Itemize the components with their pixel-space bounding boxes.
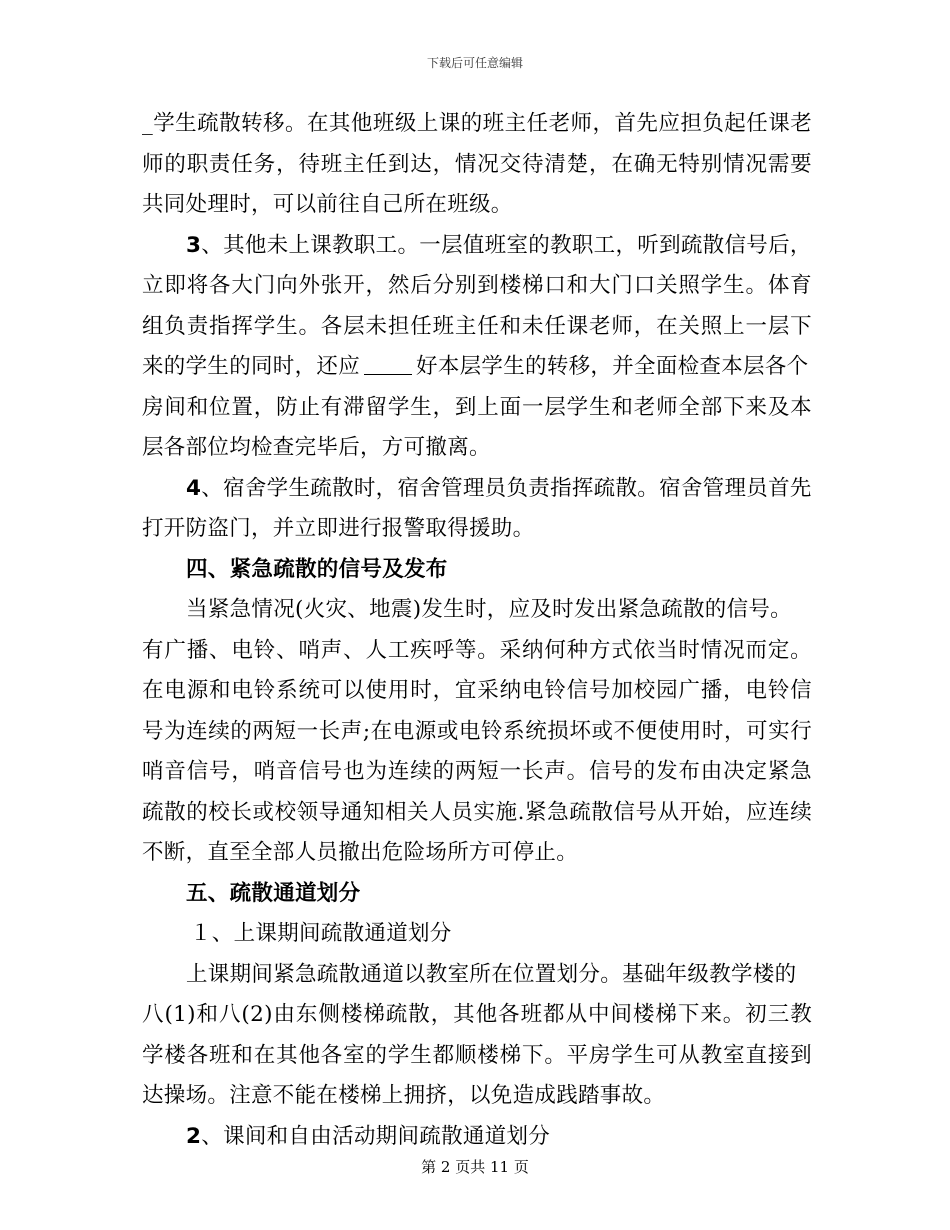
paragraph-line: 疏散的校长或校领导通知相关人员实施.紧急疏散信号从开始，应连续 — [142, 799, 812, 825]
paragraph-line: 有广播、电铃、哨声、人工疾呼等。采纳何种方式依当时情况而定。 — [142, 637, 812, 663]
subsection-heading-1: １、上课期间疏散通道划分 — [190, 921, 452, 946]
paragraph-line: 层各部位均检查完毕后，方可撤离。 — [142, 435, 491, 460]
text-before-blank: 来的学生的同时，还应 — [142, 354, 361, 379]
page-header: 下载后可任意编辑 — [426, 56, 523, 70]
item-text: 、其他未上课教职工。一层值班室的教职工，听到疏散信号后， — [201, 232, 812, 258]
paragraph-line: _学生疏散转移。在其他班级上课的班主任老师，首先应担负起任课老 — [142, 111, 812, 136]
item-text: 、宿舍学生疏散时，宿舍管理员负责指挥疏散。宿舍管理员首先 — [201, 475, 812, 501]
paragraph-line-with-blank — [142, 347, 812, 388]
item-number: 4 — [186, 475, 202, 501]
section-heading-4: 四、紧急疏散的信号及发布 — [186, 556, 448, 582]
paragraph-line: 哨音信号，哨音信号也为连续的两短一长声。信号的发布由决定紧急 — [142, 759, 812, 784]
document-body — [142, 104, 812, 1157]
text-after-blank: 好本层学生的转移，并全面检查本层各个 — [416, 354, 809, 379]
page-footer: 第 2 页共 11 页 — [421, 1158, 529, 1176]
paragraph-line: 立即将各大门向外张开，然后分别到楼梯口和大门口关照学生。体育 — [142, 273, 812, 298]
fill-in-blank — [364, 352, 412, 375]
paragraph-line: 组负责指挥学生。各层未担任班主任和未任课老师，在关照上一层下 — [142, 313, 812, 339]
paragraph-line: 打开防盗门，并立即进行报警取得援助。 — [142, 516, 535, 541]
item-text: 、课间和自由活动期间疏散通道划分 — [201, 1123, 551, 1149]
paragraph-line: 不断，直至全部人员撤出危险场所方可停止。 — [142, 840, 579, 865]
item-4-line — [142, 469, 812, 510]
paragraph-line: 共同处理时，可以前往自己所在班级。 — [142, 192, 513, 217]
paragraph-line: 房间和位置，防止有滞留学生，到上面一层学生和老师全部下来及本 — [142, 394, 812, 420]
paragraph-line: 师的职责任务，待班主任到达，情况交待清楚，在确无特别情况需要 — [142, 151, 812, 177]
item-number: 2 — [186, 1123, 202, 1149]
paragraph-line: 号为连续的两短一长声;在电源或电铃系统损坏或不便使用时，可实行 — [142, 718, 812, 744]
paragraph-line: 学楼各班和在其他各室的学生都顺楼梯下。平房学生可从教室直接到 — [142, 1042, 812, 1068]
paragraph-line: 八(1)和八(2)由东侧楼梯疏散，其他各班都从中间楼梯下来。初三教 — [142, 1002, 812, 1027]
item-3-line — [142, 226, 812, 267]
section-heading-5: 五、疏散通道划分 — [186, 880, 361, 906]
item-number: 3 — [186, 232, 202, 258]
subsection-heading-2 — [142, 1117, 812, 1158]
paragraph-line: 达操场。注意不能在楼梯上拥挤，以免造成践踏事故。 — [142, 1083, 666, 1108]
paragraph-line: 在电源和电铃系统可以使用时，宜采纳电铃信号加校园广播，电铃信 — [142, 678, 812, 703]
paragraph-line: 当紧急情况(火灾、地震)发生时，应及时发出紧急疏散的信号。 — [186, 597, 792, 622]
paragraph-line: 上课期间紧急疏散通道以教室所在位置划分。基础年级教学楼的 — [186, 961, 797, 987]
